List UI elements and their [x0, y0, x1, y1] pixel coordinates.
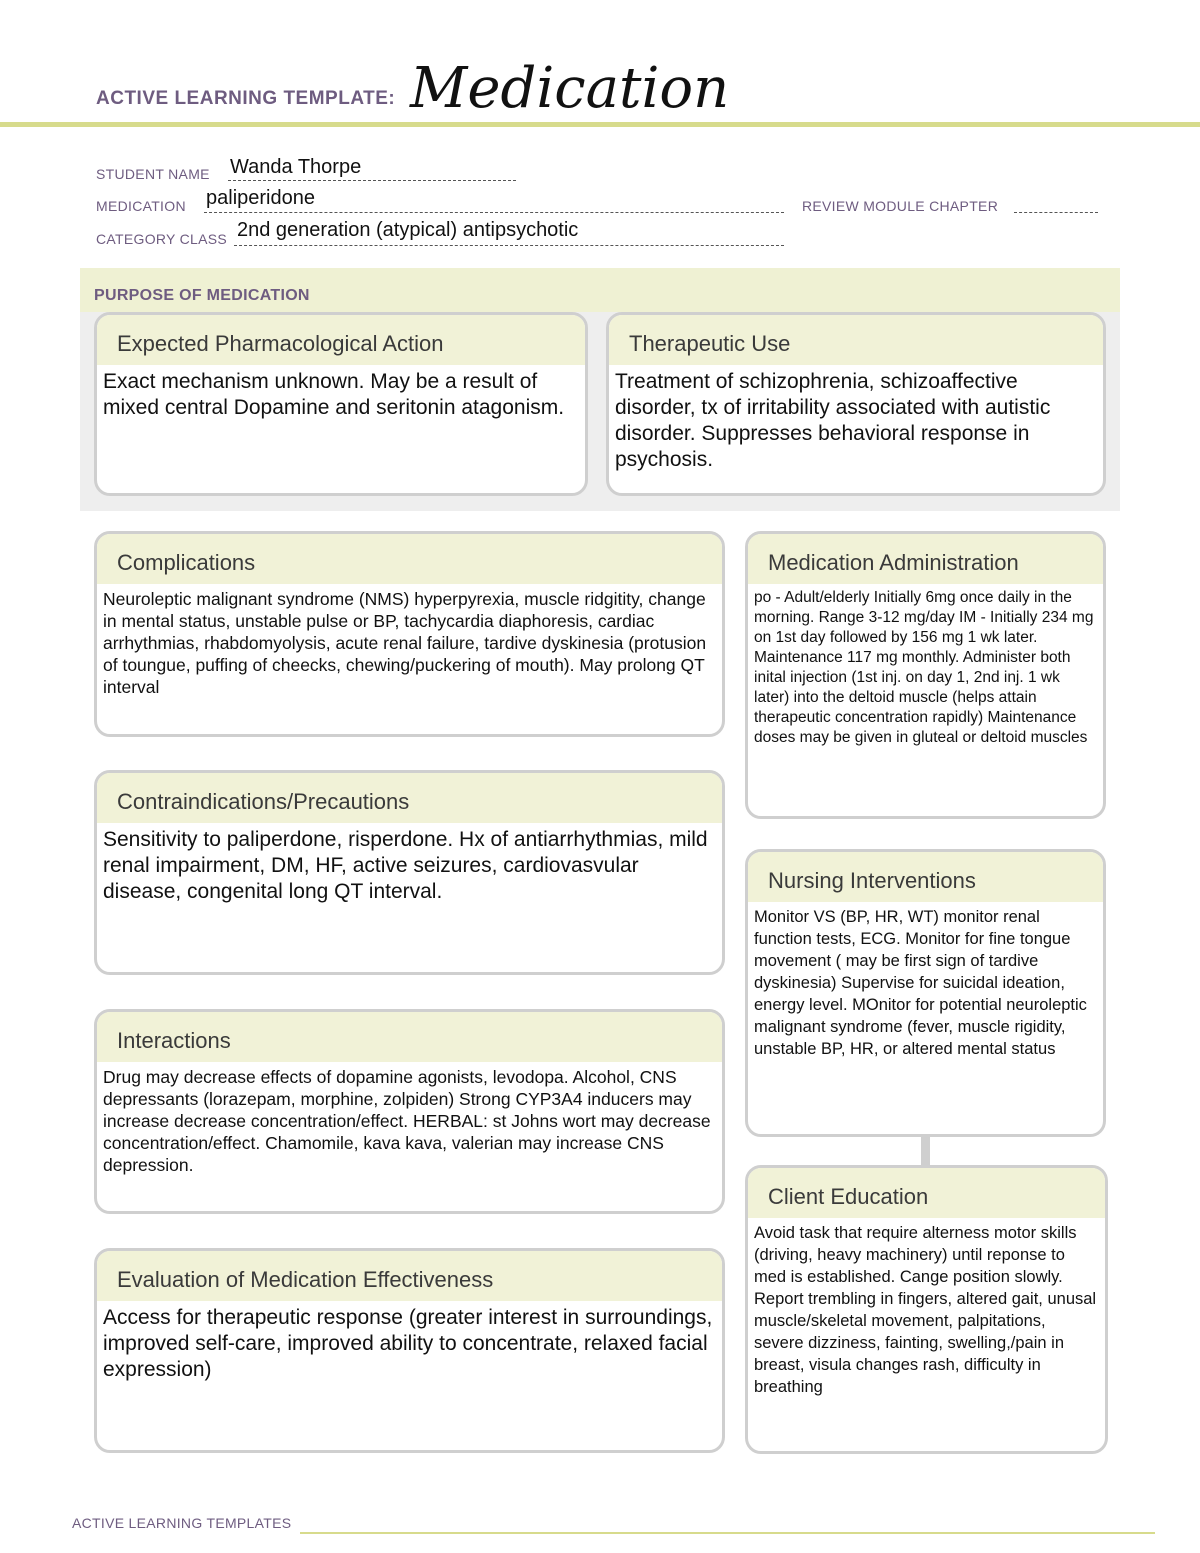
review-module-line [1014, 212, 1098, 213]
expected-action-title: Expected Pharmacological Action [97, 315, 585, 365]
interactions-box [94, 1009, 725, 1214]
connector-bar [921, 1135, 930, 1167]
nursing-interventions-box [745, 849, 1106, 1137]
contraindications-text[interactable]: Sensitivity to paliperdone, risperdone. Hx of antiarrhythmias, mild renal impairment, DM, HF, active seizures, cardiovasvular disease, congenital long QT interval. [103, 828, 708, 903]
therapeutic-use-text[interactable]: Treatment of schizophrenia, schizoaffective disorder, tx of irritability associated with autistic disorder. Suppresses behavioral response in psychosis. [615, 370, 1051, 471]
header-rule [0, 122, 1200, 127]
student-name-field[interactable]: Wanda Thorpe [230, 156, 362, 178]
category-class-line [234, 245, 784, 246]
medication-administration-text[interactable]: po - Adult/elderly Initially 6mg once daily in the morning. Range 3-12 mg/day IM - Initially 234 mg on 1st day followed by 156 mg 1 wk later. Maintenance 117 mg monthly. Administer both inital injection (1st inj. on day 1, 2nd inj. 1 wk later) into the deltoid muscle (helps attain therapeutic concentration rapidly) Maintenance doses may be given in gluteal or deltoid muscles [754, 589, 1094, 746]
student-name-line [228, 180, 516, 181]
template-label: ACTIVE LEARNING TEMPLATE: [96, 88, 396, 109]
page-title: Medication [410, 56, 730, 121]
evaluation-text[interactable]: Access for therapeutic response (greater interest in surroundings, improved self-care, improved ability to concentrate, relaxed facial expression) [103, 1306, 713, 1381]
medication-label: MEDICATION [96, 198, 186, 214]
nursing-interventions-text[interactable]: Monitor VS (BP, HR, WT) monitor renal function tests, ECG. Monitor for fine tongue movement ( may be first sign of tardive dyskinesia) Supervise for suicidal ideation, energy level. MOnitor for potential neuroleptic malignant syndrome (fever, muscle rigidity, unstable BP, HR, or altered mental status [754, 908, 1087, 1058]
medication-administration-box [745, 531, 1106, 819]
therapeutic-use-title: Therapeutic Use [609, 315, 1103, 365]
complications-box [94, 531, 725, 737]
expected-action-text[interactable]: Exact mechanism unknown. May be a result of mixed central Dopamine and seritonin atagonism. [103, 370, 565, 419]
student-name-label: STUDENT NAME [96, 166, 210, 182]
medication-administration-title: Medication Administration [748, 534, 1103, 584]
nursing-interventions-title: Nursing Interventions [748, 852, 1103, 902]
client-education-box [745, 1165, 1108, 1454]
client-education-title: Client Education [748, 1168, 1105, 1218]
interactions-title: Interactions [97, 1012, 722, 1062]
footer-label: ACTIVE LEARNING TEMPLATES [72, 1515, 292, 1531]
client-education-text[interactable]: Avoid task that require alterness motor skills (driving, heavy machinery) until reponse to med is established. Cange position slowly. Report trembling in fingers, altered gait, unusal muscle/skeletal movement, palpitations, severe dizziness, fainting, swelling,/pain in breast, visula changes rash, difficulty in breathing [754, 1224, 1097, 1396]
expected-action-box [94, 312, 588, 496]
purpose-header [80, 268, 1120, 312]
contraindications-box [94, 770, 725, 975]
footer-rule [300, 1532, 1155, 1534]
complications-title: Complications [97, 534, 722, 584]
category-class-field[interactable]: 2nd generation (atypical) antipsychotic [237, 219, 579, 241]
evaluation-title: Evaluation of Medication Effectiveness [97, 1251, 722, 1301]
therapeutic-use-box [606, 312, 1106, 496]
complications-text[interactable]: Neuroleptic malignant syndrome (NMS) hyperpyrexia, muscle ridgitity, change in mental status, unstable pulse or BP, tachycardia diaphoresis, cardiac arrhythmias, rhabdomyolysis, acute renal failure, tardive dyskinesia (protusion of toungue, puffing of cheecks, chewing/puckering of mouth). May prolong QT interval [103, 589, 707, 697]
contraindications-title: Contraindications/Precautions [97, 773, 722, 823]
purpose-title: PURPOSE OF MEDICATION [94, 287, 310, 304]
review-module-label: REVIEW MODULE CHAPTER [802, 198, 999, 214]
medication-field[interactable]: paliperidone [206, 187, 315, 209]
medication-line [204, 212, 784, 213]
evaluation-box [94, 1248, 725, 1453]
category-class-label: CATEGORY CLASS [96, 231, 228, 247]
interactions-text[interactable]: Drug may decrease effects of dopamine agonists, levodopa. Alcohol, CNS depressants (lorazepam, morphine, zolpiden) Strong CYP3A4 inducers may increase decrease concentration/effect. HERBAL: st Johns wort may decrease concentration/effect. Chamomile, kava kava, valerian may increase CNS depression. [103, 1067, 711, 1175]
